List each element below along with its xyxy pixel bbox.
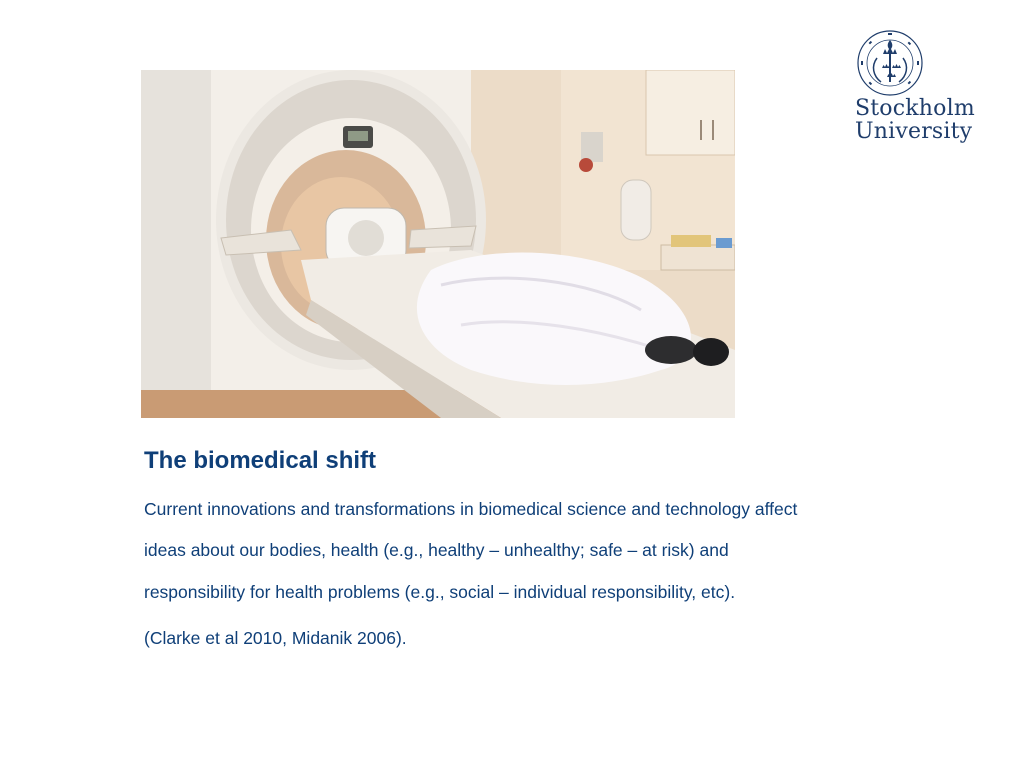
university-logo xyxy=(850,28,980,148)
slide-title: The biomedical shift xyxy=(144,447,377,474)
citation: (Clarke et al 2010, Midanik 2006). xyxy=(144,628,407,648)
paragraph-line-1: Current innovations and transformations in biomedical science and technology affect xyxy=(144,499,798,519)
paragraph-line-2: ideas about our bodies, health (e.g., healthy – unhealthy; safe – at risk) and xyxy=(144,540,729,560)
university-seal-icon xyxy=(855,28,925,98)
logo-line-1: Stockholm xyxy=(855,96,975,121)
logo-line-2: University xyxy=(855,119,973,144)
paragraph-line-3: responsibility for health problems (e.g., social – individual responsibility, etc). xyxy=(144,582,736,602)
mri-scanner-photo xyxy=(141,70,735,418)
